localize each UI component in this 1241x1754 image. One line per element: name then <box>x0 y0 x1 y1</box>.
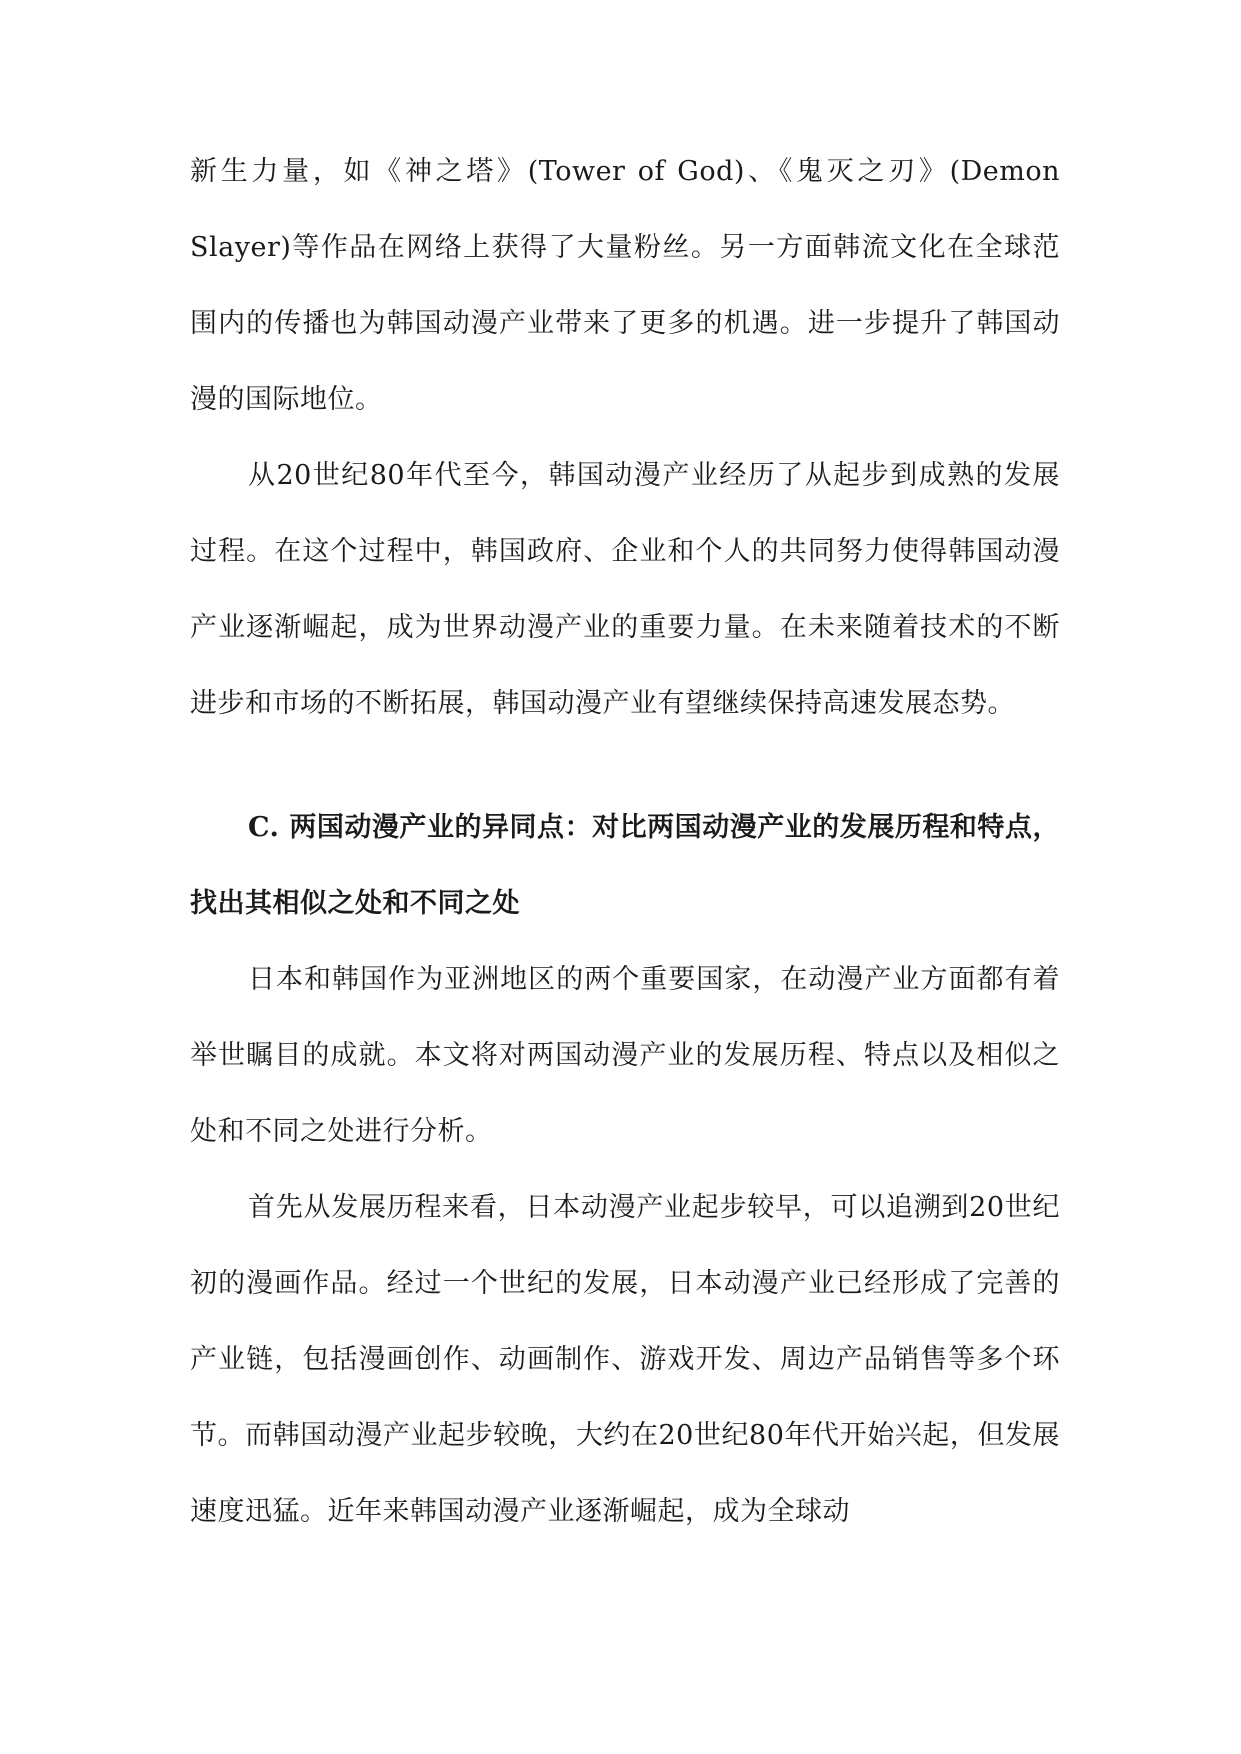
paragraph-japan-korea-intro: 日本和韩国作为亚洲地区的两个重要国家，在动漫产业方面都有着举世瞩目的成就。本文将对两国动漫产业的发展历程、特点以及相似之处和不同之处进行分析。 <box>190 964 1060 1147</box>
paragraph-korean-works: 新生力量，如《神之塔》(Tower of God)、《鬼灭之刃》(Demon Slayer)等作品在网络上获得了大量粉丝。另一方面韩流文化在全球范围内的传播也为韩国动漫产业带来了更多的机遇。进一步提升了韩国动漫的国际地位。 <box>190 156 1060 415</box>
document-body <box>190 134 1060 1550</box>
paragraph-korean-development: 从20世纪80年代至今，韩国动漫产业经历了从起步到成熟的发展过程。在这个过程中，韩国政府、企业和个人的共同努力使得韩国动漫产业逐渐崛起，成为世界动漫产业的重要力量。在未来随着技术的不断进步和市场的不断拓展，韩国动漫产业有望继续保持高速发展态势。 <box>190 460 1060 719</box>
section-heading-c: C. 两国动漫产业的异同点：对比两国动漫产业的发展历程和特点，找出其相似之处和不同之处 <box>190 812 1060 919</box>
section-spacer <box>190 742 1060 790</box>
paragraph-development-history: 首先从发展历程来看，日本动漫产业起步较早，可以追溯到20世纪初的漫画作品。经过一个世纪的发展，日本动漫产业已经形成了完善的产业链，包括漫画创作、动画制作、游戏开发、周边产品销售等多个环节。而韩国动漫产业起步较晚，大约在20世纪80年代开始兴起，但发展速度迅猛。近年来韩国动漫产业逐渐崛起，成为全球动 <box>190 1192 1060 1527</box>
